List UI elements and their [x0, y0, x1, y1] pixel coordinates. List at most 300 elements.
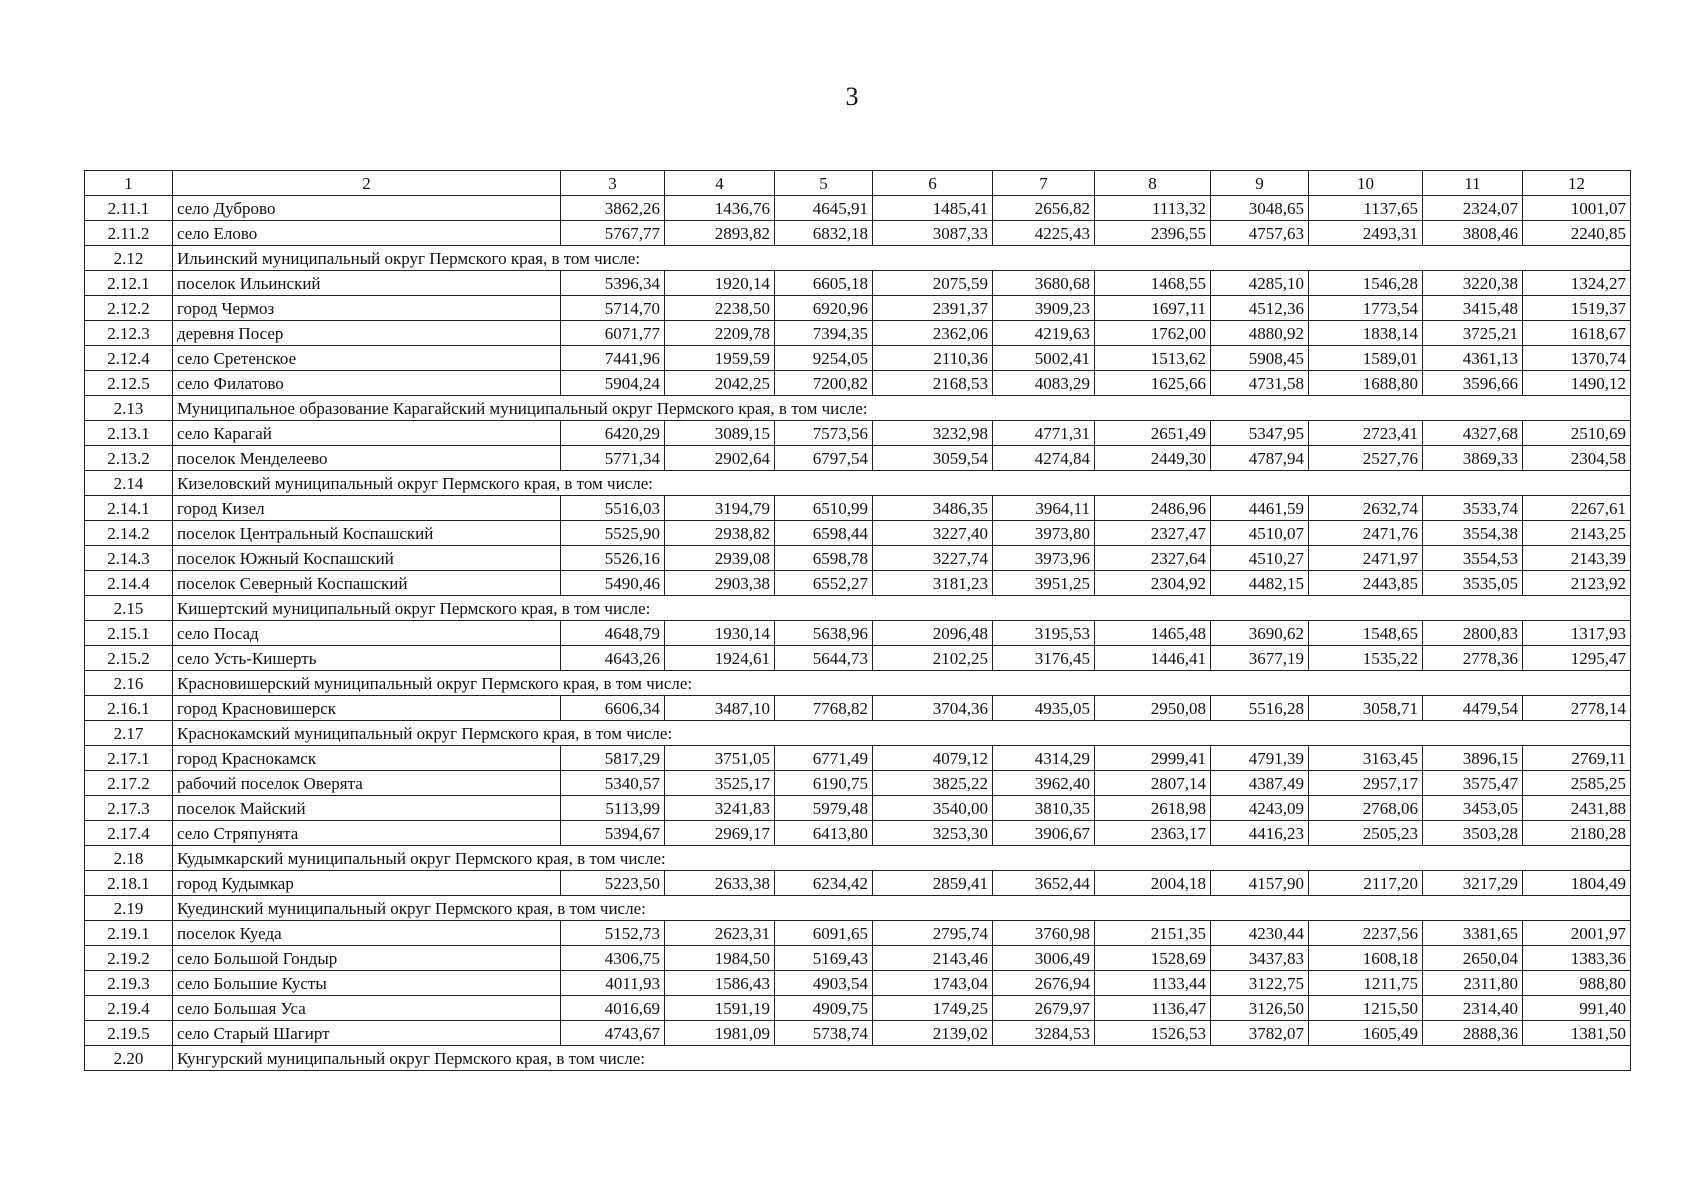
column-header: 2	[173, 171, 561, 196]
section-row	[85, 246, 1631, 271]
value-cell: 4285,10	[1211, 271, 1309, 296]
value-cell: 4230,44	[1211, 921, 1309, 946]
table-row	[85, 771, 1631, 796]
settlement-name: село Сретенское	[173, 346, 561, 371]
value-cell: 1446,41	[1095, 646, 1211, 671]
value-cell: 2139,02	[873, 1021, 993, 1046]
value-cell: 3540,00	[873, 796, 993, 821]
value-cell: 6190,75	[775, 771, 873, 796]
section-name: Кудымкарский муниципальный округ Пермского края, в том числе:	[173, 846, 1631, 871]
value-cell: 4157,90	[1211, 871, 1309, 896]
value-cell: 1959,59	[665, 346, 775, 371]
value-cell: 2096,48	[873, 621, 993, 646]
value-cell: 2950,08	[1095, 696, 1211, 721]
value-cell: 2237,56	[1309, 921, 1423, 946]
table-row	[85, 871, 1631, 896]
section-row	[85, 671, 1631, 696]
value-cell: 2768,06	[1309, 796, 1423, 821]
value-cell: 3596,66	[1423, 371, 1523, 396]
row-code: 2.19.2	[85, 946, 173, 971]
value-cell: 4274,84	[993, 446, 1095, 471]
section-code: 2.12	[85, 246, 173, 271]
settlement-name: деревня Посер	[173, 321, 561, 346]
section-name: Краснокамский муниципальный округ Пермского края, в том числе:	[173, 721, 1631, 746]
value-cell: 3253,30	[873, 821, 993, 846]
value-cell: 4461,59	[1211, 496, 1309, 521]
section-name: Кишертский муниципальный округ Пермского края, в том числе:	[173, 596, 1631, 621]
value-cell: 5525,90	[561, 521, 665, 546]
value-cell: 3825,22	[873, 771, 993, 796]
value-cell: 3487,10	[665, 696, 775, 721]
value-cell: 4482,15	[1211, 571, 1309, 596]
value-cell: 4935,05	[993, 696, 1095, 721]
value-cell: 2396,55	[1095, 221, 1211, 246]
value-cell: 5396,34	[561, 271, 665, 296]
value-cell: 3962,40	[993, 771, 1095, 796]
value-cell: 6598,78	[775, 546, 873, 571]
value-cell: 1981,09	[665, 1021, 775, 1046]
value-cell: 2888,36	[1423, 1021, 1523, 1046]
value-cell: 6413,80	[775, 821, 873, 846]
value-cell: 1370,74	[1523, 346, 1631, 371]
value-cell: 3535,05	[1423, 571, 1523, 596]
value-cell: 3751,05	[665, 746, 775, 771]
value-cell: 2327,64	[1095, 546, 1211, 571]
value-cell: 2632,74	[1309, 496, 1423, 521]
value-cell: 2363,17	[1095, 821, 1211, 846]
value-cell: 1804,49	[1523, 871, 1631, 896]
value-cell: 5152,73	[561, 921, 665, 946]
value-cell: 2969,17	[665, 821, 775, 846]
row-code: 2.11.1	[85, 196, 173, 221]
value-cell: 2623,31	[665, 921, 775, 946]
settlement-name: село Дуброво	[173, 196, 561, 221]
value-cell: 6234,42	[775, 871, 873, 896]
value-cell: 1589,01	[1309, 346, 1423, 371]
value-cell: 4219,63	[993, 321, 1095, 346]
value-cell: 2650,04	[1423, 946, 1523, 971]
value-cell: 6771,49	[775, 746, 873, 771]
row-code: 2.17.2	[85, 771, 173, 796]
value-cell: 6552,27	[775, 571, 873, 596]
value-cell: 2893,82	[665, 221, 775, 246]
table-row	[85, 221, 1631, 246]
table-row	[85, 546, 1631, 571]
value-cell: 4327,68	[1423, 421, 1523, 446]
value-cell: 6832,18	[775, 221, 873, 246]
value-cell: 5526,16	[561, 546, 665, 571]
settlement-name: село Большие Кусты	[173, 971, 561, 996]
value-cell: 2778,36	[1423, 646, 1523, 671]
value-cell: 4510,07	[1211, 521, 1309, 546]
settlement-name: город Чермоз	[173, 296, 561, 321]
value-cell: 4479,54	[1423, 696, 1523, 721]
row-code: 2.14.2	[85, 521, 173, 546]
value-cell: 6071,77	[561, 321, 665, 346]
value-cell: 3575,47	[1423, 771, 1523, 796]
value-cell: 4016,69	[561, 996, 665, 1021]
value-cell: 7441,96	[561, 346, 665, 371]
section-name: Муниципальное образование Карагайский муниципальный округ Пермского края, в том числе:	[173, 396, 1631, 421]
value-cell: 2676,94	[993, 971, 1095, 996]
value-cell: 3453,05	[1423, 796, 1523, 821]
section-code: 2.15	[85, 596, 173, 621]
settlement-name: рабочий поселок Оверята	[173, 771, 561, 796]
row-code: 2.17.3	[85, 796, 173, 821]
value-cell: 5738,74	[775, 1021, 873, 1046]
value-cell: 1513,62	[1095, 346, 1211, 371]
value-cell: 4079,12	[873, 746, 993, 771]
section-row	[85, 896, 1631, 921]
value-cell: 9254,05	[775, 346, 873, 371]
value-cell: 4757,63	[1211, 221, 1309, 246]
value-cell: 2431,88	[1523, 796, 1631, 821]
settlement-name: поселок Майский	[173, 796, 561, 821]
section-row	[85, 396, 1631, 421]
row-code: 2.19.4	[85, 996, 173, 1021]
value-cell: 2143,39	[1523, 546, 1631, 571]
table-row	[85, 571, 1631, 596]
value-cell: 3677,19	[1211, 646, 1309, 671]
value-cell: 4648,79	[561, 621, 665, 646]
value-cell: 2510,69	[1523, 421, 1631, 446]
row-code: 2.17.1	[85, 746, 173, 771]
value-cell: 3862,26	[561, 196, 665, 221]
value-cell: 1625,66	[1095, 371, 1211, 396]
value-cell: 4083,29	[993, 371, 1095, 396]
value-cell: 3503,28	[1423, 821, 1523, 846]
row-code: 2.12.3	[85, 321, 173, 346]
value-cell: 2311,80	[1423, 971, 1523, 996]
value-cell: 4643,26	[561, 646, 665, 671]
table-row	[85, 496, 1631, 521]
value-cell: 1930,14	[665, 621, 775, 646]
table-row	[85, 421, 1631, 446]
value-cell: 3087,33	[873, 221, 993, 246]
value-cell: 3554,53	[1423, 546, 1523, 571]
settlement-name: село Посад	[173, 621, 561, 646]
value-cell: 2999,41	[1095, 746, 1211, 771]
column-header: 7	[993, 171, 1095, 196]
value-cell: 2938,82	[665, 521, 775, 546]
value-cell: 1618,67	[1523, 321, 1631, 346]
value-cell: 2443,85	[1309, 571, 1423, 596]
value-cell: 4416,23	[1211, 821, 1309, 846]
value-cell: 1324,27	[1523, 271, 1631, 296]
value-cell: 1605,49	[1309, 1021, 1423, 1046]
value-cell: 2633,38	[665, 871, 775, 896]
settlement-name: село Стряпунята	[173, 821, 561, 846]
value-cell: 5340,57	[561, 771, 665, 796]
value-cell: 1749,25	[873, 996, 993, 1021]
value-cell: 4225,43	[993, 221, 1095, 246]
value-cell: 1383,36	[1523, 946, 1631, 971]
value-cell: 3896,15	[1423, 746, 1523, 771]
value-cell: 2859,41	[873, 871, 993, 896]
value-cell: 4787,94	[1211, 446, 1309, 471]
value-cell: 6091,65	[775, 921, 873, 946]
settlement-name: поселок Менделеево	[173, 446, 561, 471]
value-cell: 2800,83	[1423, 621, 1523, 646]
value-cell: 2117,20	[1309, 871, 1423, 896]
value-cell: 1137,65	[1309, 196, 1423, 221]
value-cell: 3704,36	[873, 696, 993, 721]
value-cell: 2143,25	[1523, 521, 1631, 546]
value-cell: 1591,19	[665, 996, 775, 1021]
value-cell: 3227,40	[873, 521, 993, 546]
section-row	[85, 721, 1631, 746]
table-row	[85, 821, 1631, 846]
value-cell: 2042,25	[665, 371, 775, 396]
value-cell: 6920,96	[775, 296, 873, 321]
value-cell: 2939,08	[665, 546, 775, 571]
value-cell: 5169,43	[775, 946, 873, 971]
value-cell: 4771,31	[993, 421, 1095, 446]
value-cell: 4909,75	[775, 996, 873, 1021]
settlement-name: село Елово	[173, 221, 561, 246]
value-cell: 2807,14	[1095, 771, 1211, 796]
section-name: Ильинский муниципальный округ Пермского края, в том числе:	[173, 246, 1631, 271]
column-header: 6	[873, 171, 993, 196]
row-code: 2.12.2	[85, 296, 173, 321]
section-code: 2.14	[85, 471, 173, 496]
value-cell: 2209,78	[665, 321, 775, 346]
value-cell: 1215,50	[1309, 996, 1423, 1021]
value-cell: 2324,07	[1423, 196, 1523, 221]
row-code: 2.12.1	[85, 271, 173, 296]
value-cell: 1924,61	[665, 646, 775, 671]
value-cell: 3048,65	[1211, 196, 1309, 221]
value-cell: 7394,35	[775, 321, 873, 346]
settlement-name: поселок Северный Коспашский	[173, 571, 561, 596]
column-header: 1	[85, 171, 173, 196]
value-cell: 1762,00	[1095, 321, 1211, 346]
value-cell: 2391,37	[873, 296, 993, 321]
settlement-name: поселок Центральный Коспашский	[173, 521, 561, 546]
value-cell: 1546,28	[1309, 271, 1423, 296]
value-cell: 3227,74	[873, 546, 993, 571]
settlement-name: село Большая Уса	[173, 996, 561, 1021]
settlement-name: село Филатово	[173, 371, 561, 396]
section-name: Красновишерский муниципальный округ Пермского края, в том числе:	[173, 671, 1631, 696]
value-cell: 1133,44	[1095, 971, 1211, 996]
value-cell: 2493,31	[1309, 221, 1423, 246]
table-row	[85, 371, 1631, 396]
value-cell: 3381,65	[1423, 921, 1523, 946]
row-code: 2.14.3	[85, 546, 173, 571]
row-code: 2.15.1	[85, 621, 173, 646]
value-cell: 2723,41	[1309, 421, 1423, 446]
value-cell: 2168,53	[873, 371, 993, 396]
value-cell: 2449,30	[1095, 446, 1211, 471]
value-cell: 3808,46	[1423, 221, 1523, 246]
value-cell: 1838,14	[1309, 321, 1423, 346]
value-cell: 1519,37	[1523, 296, 1631, 321]
section-name: Кизеловский муниципальный округ Пермского края, в том числе:	[173, 471, 1631, 496]
value-cell: 3089,15	[665, 421, 775, 446]
row-code: 2.16.1	[85, 696, 173, 721]
section-name: Куединский муниципальный округ Пермского края, в том числе:	[173, 896, 1631, 921]
value-cell: 3909,23	[993, 296, 1095, 321]
value-cell: 1608,18	[1309, 946, 1423, 971]
value-cell: 3951,25	[993, 571, 1095, 596]
value-cell: 5490,46	[561, 571, 665, 596]
value-cell: 6605,18	[775, 271, 873, 296]
row-code: 2.19.5	[85, 1021, 173, 1046]
column-header: 3	[561, 171, 665, 196]
value-cell: 2471,97	[1309, 546, 1423, 571]
value-cell: 3973,96	[993, 546, 1095, 571]
table-row	[85, 746, 1631, 771]
value-cell: 2267,61	[1523, 496, 1631, 521]
value-cell: 3415,48	[1423, 296, 1523, 321]
value-cell: 3284,53	[993, 1021, 1095, 1046]
table-row	[85, 796, 1631, 821]
value-cell: 5394,67	[561, 821, 665, 846]
value-cell: 5771,34	[561, 446, 665, 471]
value-cell: 3241,83	[665, 796, 775, 821]
value-cell: 3437,83	[1211, 946, 1309, 971]
value-cell: 3725,21	[1423, 321, 1523, 346]
value-cell: 2585,25	[1523, 771, 1631, 796]
row-code: 2.15.2	[85, 646, 173, 671]
value-cell: 1490,12	[1523, 371, 1631, 396]
value-cell: 3554,38	[1423, 521, 1523, 546]
value-cell: 3906,67	[993, 821, 1095, 846]
value-cell: 5516,28	[1211, 696, 1309, 721]
value-cell: 3058,71	[1309, 696, 1423, 721]
value-cell: 3760,98	[993, 921, 1095, 946]
value-cell: 3232,98	[873, 421, 993, 446]
settlement-name: село Большой Гондыр	[173, 946, 561, 971]
value-cell: 2143,46	[873, 946, 993, 971]
value-cell: 4645,91	[775, 196, 873, 221]
value-cell: 5714,70	[561, 296, 665, 321]
value-cell: 5979,48	[775, 796, 873, 821]
value-cell: 6598,44	[775, 521, 873, 546]
column-header: 8	[1095, 171, 1211, 196]
value-cell: 3217,29	[1423, 871, 1523, 896]
value-cell: 991,40	[1523, 996, 1631, 1021]
value-cell: 4731,58	[1211, 371, 1309, 396]
tariff-table	[84, 170, 1631, 1071]
settlement-name: поселок Ильинский	[173, 271, 561, 296]
value-cell: 6420,29	[561, 421, 665, 446]
value-cell: 1984,50	[665, 946, 775, 971]
value-cell: 7768,82	[775, 696, 873, 721]
value-cell: 4743,67	[561, 1021, 665, 1046]
value-cell: 3176,45	[993, 646, 1095, 671]
value-cell: 3006,49	[993, 946, 1095, 971]
value-cell: 5767,77	[561, 221, 665, 246]
value-cell: 3126,50	[1211, 996, 1309, 1021]
settlement-name: село Усть-Кишерть	[173, 646, 561, 671]
value-cell: 5908,45	[1211, 346, 1309, 371]
value-cell: 5817,29	[561, 746, 665, 771]
value-cell: 2327,47	[1095, 521, 1211, 546]
value-cell: 1317,93	[1523, 621, 1631, 646]
value-cell: 5002,41	[993, 346, 1095, 371]
column-header: 10	[1309, 171, 1423, 196]
value-cell: 1485,41	[873, 196, 993, 221]
value-cell: 1295,47	[1523, 646, 1631, 671]
value-cell: 3810,35	[993, 796, 1095, 821]
value-cell: 3869,33	[1423, 446, 1523, 471]
table-row	[85, 296, 1631, 321]
value-cell: 4387,49	[1211, 771, 1309, 796]
value-cell: 2102,25	[873, 646, 993, 671]
table-body	[85, 171, 1631, 1071]
value-cell: 1136,47	[1095, 996, 1211, 1021]
row-code: 2.12.4	[85, 346, 173, 371]
value-cell: 2238,50	[665, 296, 775, 321]
value-cell: 2304,58	[1523, 446, 1631, 471]
section-code: 2.13	[85, 396, 173, 421]
value-cell: 2778,14	[1523, 696, 1631, 721]
table-row	[85, 271, 1631, 296]
value-cell: 1526,53	[1095, 1021, 1211, 1046]
table-row	[85, 346, 1631, 371]
value-cell: 5347,95	[1211, 421, 1309, 446]
value-cell: 3181,23	[873, 571, 993, 596]
value-cell: 1528,69	[1095, 946, 1211, 971]
row-code: 2.13.1	[85, 421, 173, 446]
value-cell: 4314,29	[993, 746, 1095, 771]
settlement-name: поселок Южный Коспашский	[173, 546, 561, 571]
value-cell: 3059,54	[873, 446, 993, 471]
section-row	[85, 596, 1631, 621]
value-cell: 3533,74	[1423, 496, 1523, 521]
value-cell: 3973,80	[993, 521, 1095, 546]
column-header: 5	[775, 171, 873, 196]
value-cell: 1586,43	[665, 971, 775, 996]
value-cell: 2151,35	[1095, 921, 1211, 946]
value-cell: 5113,99	[561, 796, 665, 821]
settlement-name: поселок Куеда	[173, 921, 561, 946]
value-cell: 5223,50	[561, 871, 665, 896]
value-cell: 3122,75	[1211, 971, 1309, 996]
section-row	[85, 1046, 1631, 1071]
value-cell: 1436,76	[665, 196, 775, 221]
value-cell: 2527,76	[1309, 446, 1423, 471]
table-row	[85, 446, 1631, 471]
value-cell: 2110,36	[873, 346, 993, 371]
value-cell: 3525,17	[665, 771, 775, 796]
value-cell: 2004,18	[1095, 871, 1211, 896]
value-cell: 3194,79	[665, 496, 775, 521]
value-cell: 2679,97	[993, 996, 1095, 1021]
header-row	[85, 171, 1631, 196]
value-cell: 2656,82	[993, 196, 1095, 221]
settlement-name: город Красновишерск	[173, 696, 561, 721]
value-cell: 2795,74	[873, 921, 993, 946]
value-cell: 5638,96	[775, 621, 873, 646]
row-code: 2.12.5	[85, 371, 173, 396]
table-row	[85, 196, 1631, 221]
section-code: 2.17	[85, 721, 173, 746]
section-name: Кунгурский муниципальный округ Пермского края, в том числе:	[173, 1046, 1631, 1071]
table-row	[85, 696, 1631, 721]
row-code: 2.19.3	[85, 971, 173, 996]
value-cell: 1548,65	[1309, 621, 1423, 646]
value-cell: 2180,28	[1523, 821, 1631, 846]
row-code: 2.14.1	[85, 496, 173, 521]
value-cell: 3782,07	[1211, 1021, 1309, 1046]
value-cell: 4512,36	[1211, 296, 1309, 321]
value-cell: 3195,53	[993, 621, 1095, 646]
row-code: 2.17.4	[85, 821, 173, 846]
value-cell: 4510,27	[1211, 546, 1309, 571]
